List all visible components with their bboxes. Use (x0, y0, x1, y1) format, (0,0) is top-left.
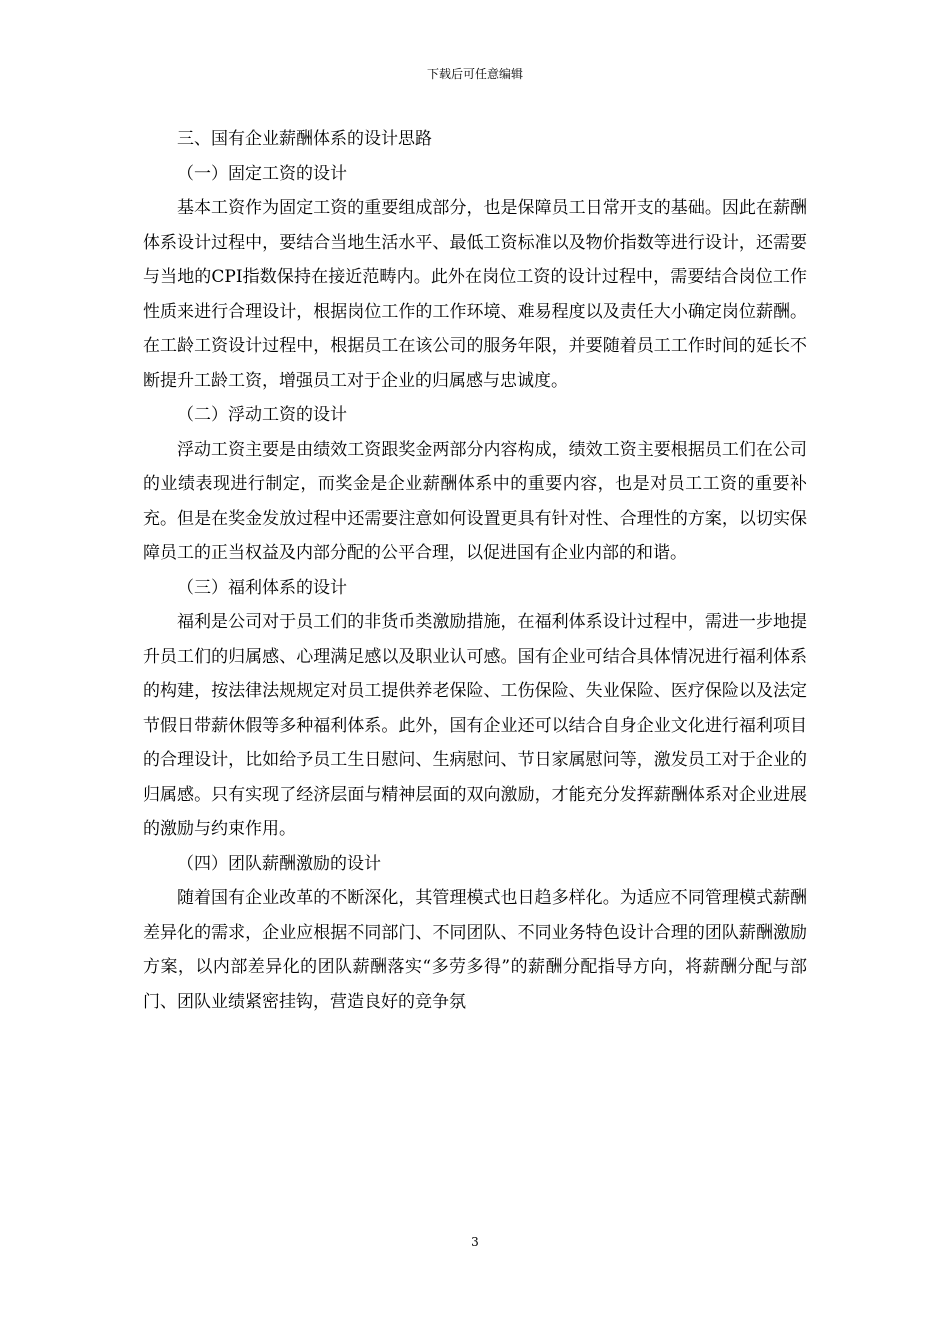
page-number: 3 (471, 1235, 479, 1249)
subsection-paragraph-1: 基本工资作为固定工资的重要组成部分，也是保障员工日常开支的基础。因此在薪酬体系设计过程中，要结合当地生活水平、最低工资标准以及物价指数等进行设计，还需要与当地的CPI指数保持在接近范畴内。此外在岗位工资的设计过程中，需要结合岗位工作性质来进行合理设计，根据岗位工作的工作环境、难易程度以及责任大小确定岗位薪酬。在工龄工资设计过程中，根据员工在该公司的服务年限，并要随着员工工作时间的延长不断提升工龄工资，增强员工对于企业的归属感与忠诚度。 (143, 198, 807, 391)
subsection-heading-2: （二）浮动工资的设计 (177, 405, 347, 425)
subsection-heading-1: （一）固定工资的设计 (177, 163, 347, 184)
page-header: 下载后可任意编辑 (426, 67, 523, 81)
document-body (143, 122, 807, 1019)
subsection-paragraph-4: 随着国有企业改革的不断深化，其管理模式也日趋多样化。为适应不同管理模式薪酬差异化的需求，企业应根据不同部门、不同团队、不同业务特色设计合理的团队薪酬激励方案，以内部差异化的团队薪酬落实“多劳多得”的薪酬分配指导方向，将薪酬分配与部门、团队业绩紧密挂钩，营造良好的竞争氛 (143, 888, 807, 1012)
subsection-paragraph-2: 浮动工资主要是由绩效工资跟奖金两部分内容构成，绩效工资主要根据员工们在公司的业绩表现进行制定，而奖金是企业薪酬体系中的重要内容，也是对员工工资的重要补充。但是在奖金发放过程中还需要注意如何设置更具有针对性、合理性的方案，以切实保障员工的正当权益及内部分配的公平合理，以促进国有企业内部的和谐。 (143, 439, 807, 563)
section-title: 三、国有企业薪酬体系的设计思路 (177, 129, 432, 149)
subsection-heading-3: （三）福利体系的设计 (177, 577, 347, 598)
subsection-paragraph-3: 福利是公司对于员工们的非货币类激励措施，在福利体系设计过程中，需进一步地提升员工们的归属感、心理满足感以及职业认可感。国有企业可结合具体情况进行福利体系的构建，按法律法规规定对员工提供养老保险、工伤保险、失业保险、医疗保险以及法定节假日带薪休假等多种福利体系。此外，国有企业还可以结合自身企业文化进行福利项目的合理设计，比如给予员工生日慰问、生病慰问、节日家属慰问等，激发员工对于企业的归属感。只有实现了经济层面与精神层面的双向激励，才能充分发挥薪酬体系对企业进展的激励与约束作用。 (143, 612, 807, 839)
subsection-heading-4: （四）团队薪酬激励的设计 (177, 853, 381, 874)
